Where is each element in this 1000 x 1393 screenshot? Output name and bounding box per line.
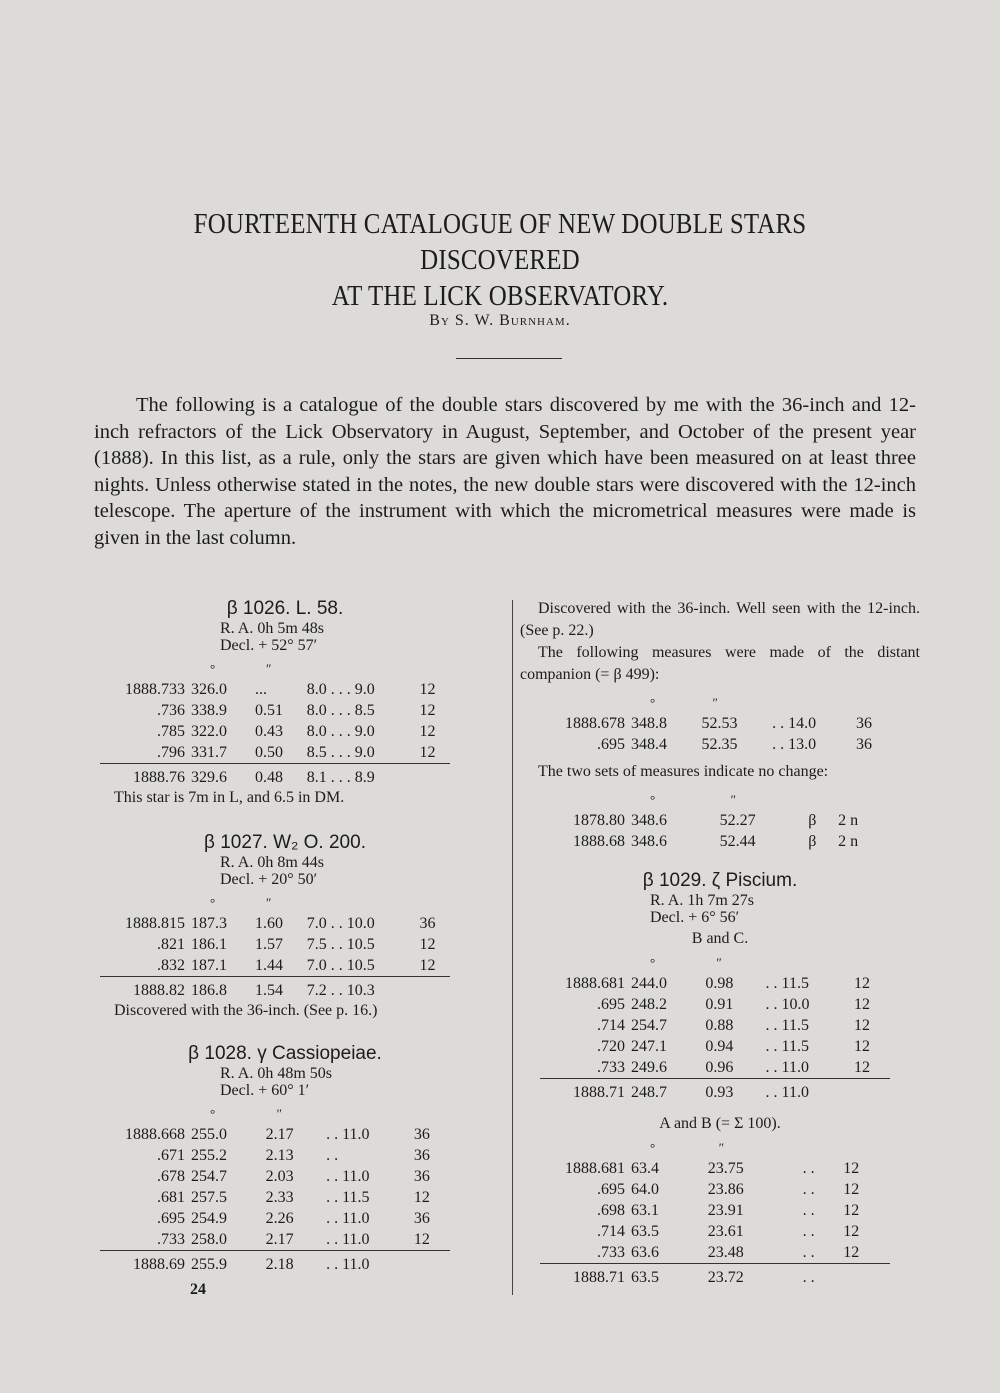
mean-row: 1888.69 255.9 2.18 . . 11.0 <box>100 1251 450 1276</box>
left-column <box>100 598 470 1299</box>
b1028-continued <box>520 598 920 686</box>
mean-row: 1888.82 186.8 1.54 7.2 . . 10.3 <box>100 977 450 1002</box>
star-heading-b1027: β 1027. W₂ O. 200. <box>204 832 366 853</box>
coords-b1026 <box>220 620 470 654</box>
unit-row: ° ″ <box>650 955 722 970</box>
unit-row: ° ″ <box>210 1106 283 1121</box>
title-line-1: FOURTEENTH CATALOGUE OF NEW DOUBLE STARS DISCOVERED <box>193 208 807 276</box>
title-line-2: AT THE LICK OBSERVATORY. <box>331 280 669 312</box>
ra-b1029: R. A. 1h 7m 27s <box>650 892 755 909</box>
page-number: 24 <box>190 1281 206 1298</box>
table-row: .695 348.4 52.35 . . 13.0 36 <box>597 736 873 753</box>
table-row: .681 257.5 2.33 . . 11.5 12 <box>157 1189 430 1206</box>
table-row: 1888.678 348.8 52.53 . . 14.0 36 <box>565 715 873 732</box>
table-row: 1888.815 187.3 1.60 7.0 . . 10.0 36 <box>125 915 436 932</box>
coords-b1027 <box>220 854 470 888</box>
byline-prefix: By <box>429 312 450 329</box>
unit-row: ° ″ <box>650 695 718 710</box>
table-row: .785 322.0 0.43 8.0 . . . 9.0 12 <box>157 723 436 740</box>
measures-table-b1027 <box>100 892 450 1001</box>
measures-table-b1026 <box>100 658 450 788</box>
coords-b1028 <box>220 1065 470 1099</box>
no-change-note <box>520 761 920 783</box>
intro-paragraph <box>94 392 916 551</box>
unit-row <box>100 658 450 679</box>
measures-table-comparison <box>540 789 890 852</box>
ra-b1027: R. A. 0h 8m 44s <box>220 854 325 871</box>
star-heading-b1028: β 1028. γ Cassiopeiae. <box>188 1043 382 1064</box>
note-b1027: Discovered with the 36-inch. (See p. 16.) <box>114 1002 378 1019</box>
table-row: .832 187.1 1.44 7.0 . . 10.5 12 <box>157 957 436 974</box>
table-row: .714 254.7 0.88 . . 11.5 12 <box>597 1017 871 1034</box>
measures-table-distant <box>540 692 890 755</box>
ra-b1026: R. A. 0h 5m 48s <box>220 620 325 637</box>
table-row: .796 331.7 0.50 8.5 . . . 9.0 12 <box>157 744 436 761</box>
ra-b1028: R. A. 0h 48m 50s <box>220 1065 333 1082</box>
byline-author: S. W. Burnham. <box>454 312 571 329</box>
subhead-a-and-b: A and B (= Σ 100). <box>659 1115 781 1132</box>
table-row: .714 63.5 23.61 . . 12 <box>597 1223 860 1240</box>
table-row: .736 338.9 0.51 8.0 . . . 8.5 12 <box>157 702 436 719</box>
article-title <box>122 206 879 314</box>
no-change-text: The two sets of measures indicate no change: <box>538 763 829 780</box>
unit-deg: ° <box>210 661 216 676</box>
measures-table-b1028 <box>100 1103 450 1275</box>
table-row: .671 255.2 2.13 . . 36 <box>157 1147 430 1164</box>
table-row: .720 247.1 0.94 . . 11.5 12 <box>597 1038 871 1055</box>
table-row: 1888.668 255.0 2.17 . . 11.0 36 <box>125 1126 430 1143</box>
mean-row: 1888.76 329.6 0.48 8.1 . . . 8.9 <box>100 764 450 789</box>
decl-b1026: Decl. + 52° 57′ <box>220 637 318 654</box>
table-row: .733 249.6 0.96 . . 11.0 12 <box>597 1059 871 1076</box>
measures-table-b1029-ab <box>540 1137 890 1288</box>
table-row: .678 254.7 2.03 . . 11.0 36 <box>157 1168 430 1185</box>
table-row: .695 64.0 23.86 . . 12 <box>597 1181 860 1198</box>
table-row: .698 63.1 23.91 . . 12 <box>597 1202 860 1219</box>
decl-b1027: Decl. + 20° 50′ <box>220 871 318 888</box>
measures-table-b1029-bc <box>540 952 890 1103</box>
table-row: 1888.681 244.0 0.98 . . 11.5 12 <box>565 975 871 992</box>
mean-row: 1888.71 248.7 0.93 . . 11.0 <box>540 1079 890 1104</box>
byline <box>0 312 1000 330</box>
table-row: .733 258.0 2.17 . . 11.0 12 <box>157 1231 430 1248</box>
table-row: .733 63.6 23.48 . . 12 <box>597 1244 860 1261</box>
table-row: .695 248.2 0.91 . . 10.0 12 <box>597 996 871 1013</box>
unit-sec: ″ <box>265 661 272 676</box>
decl-b1029: Decl. + 6° 56′ <box>650 909 740 926</box>
subhead-b-and-c: B and C. <box>691 930 749 947</box>
table-row: 1888.68 348.6 52.44 β 2 n <box>573 833 859 850</box>
intro-text: The following is a catalogue of the double stars discovered by me with the 36-inch and 12-inch refractors of the Lick Observatory in August, September, and October of the present year (1888). In this list, as a rule, only the stars are given which have been measured on at least three nights. Unless otherwise stated in the notes, the new double stars were discovered with the 12-inch telescope. The aperture of the instrument with which the micrometrical measures were made is given in the last column. <box>94 394 916 549</box>
right-column <box>520 598 920 1288</box>
table-row: .821 186.1 1.57 7.5 . . 10.5 12 <box>157 936 436 953</box>
table-row: .695 254.9 2.26 . . 11.0 36 <box>157 1210 430 1227</box>
table-row: 1888.681 63.4 23.75 . . 12 <box>565 1160 860 1177</box>
b1028-discovery-note: Discovered with the 36-inch. Well seen with the 12-inch. (See p. 22.) <box>520 600 920 639</box>
table-row: 1878.80 348.6 52.27 β 2 n <box>573 812 859 829</box>
title-rule <box>456 358 562 359</box>
unit-row: ° ″ <box>650 1140 725 1155</box>
unit-row: ° ″ <box>650 792 737 807</box>
decl-b1028: Decl. + 60° 1′ <box>220 1082 310 1099</box>
mean-row: 1888.71 63.5 23.72 . . <box>540 1264 890 1289</box>
table-row: 1888.733 326.0 ... 8.0 . . . 9.0 12 <box>125 681 436 698</box>
b1028-distant-note: The following measures were made of the distant companion (= β 499): <box>520 644 920 683</box>
star-heading-b1026: β 1026. L. 58. <box>226 598 344 619</box>
note-b1026: This star is 7m in L, and 6.5 in DM. <box>114 789 345 806</box>
coords-b1029 <box>650 892 920 926</box>
star-heading-b1029: β 1029. ζ Piscium. <box>642 870 798 891</box>
unit-row: ° ″ <box>210 895 272 910</box>
column-divider <box>512 600 513 1295</box>
